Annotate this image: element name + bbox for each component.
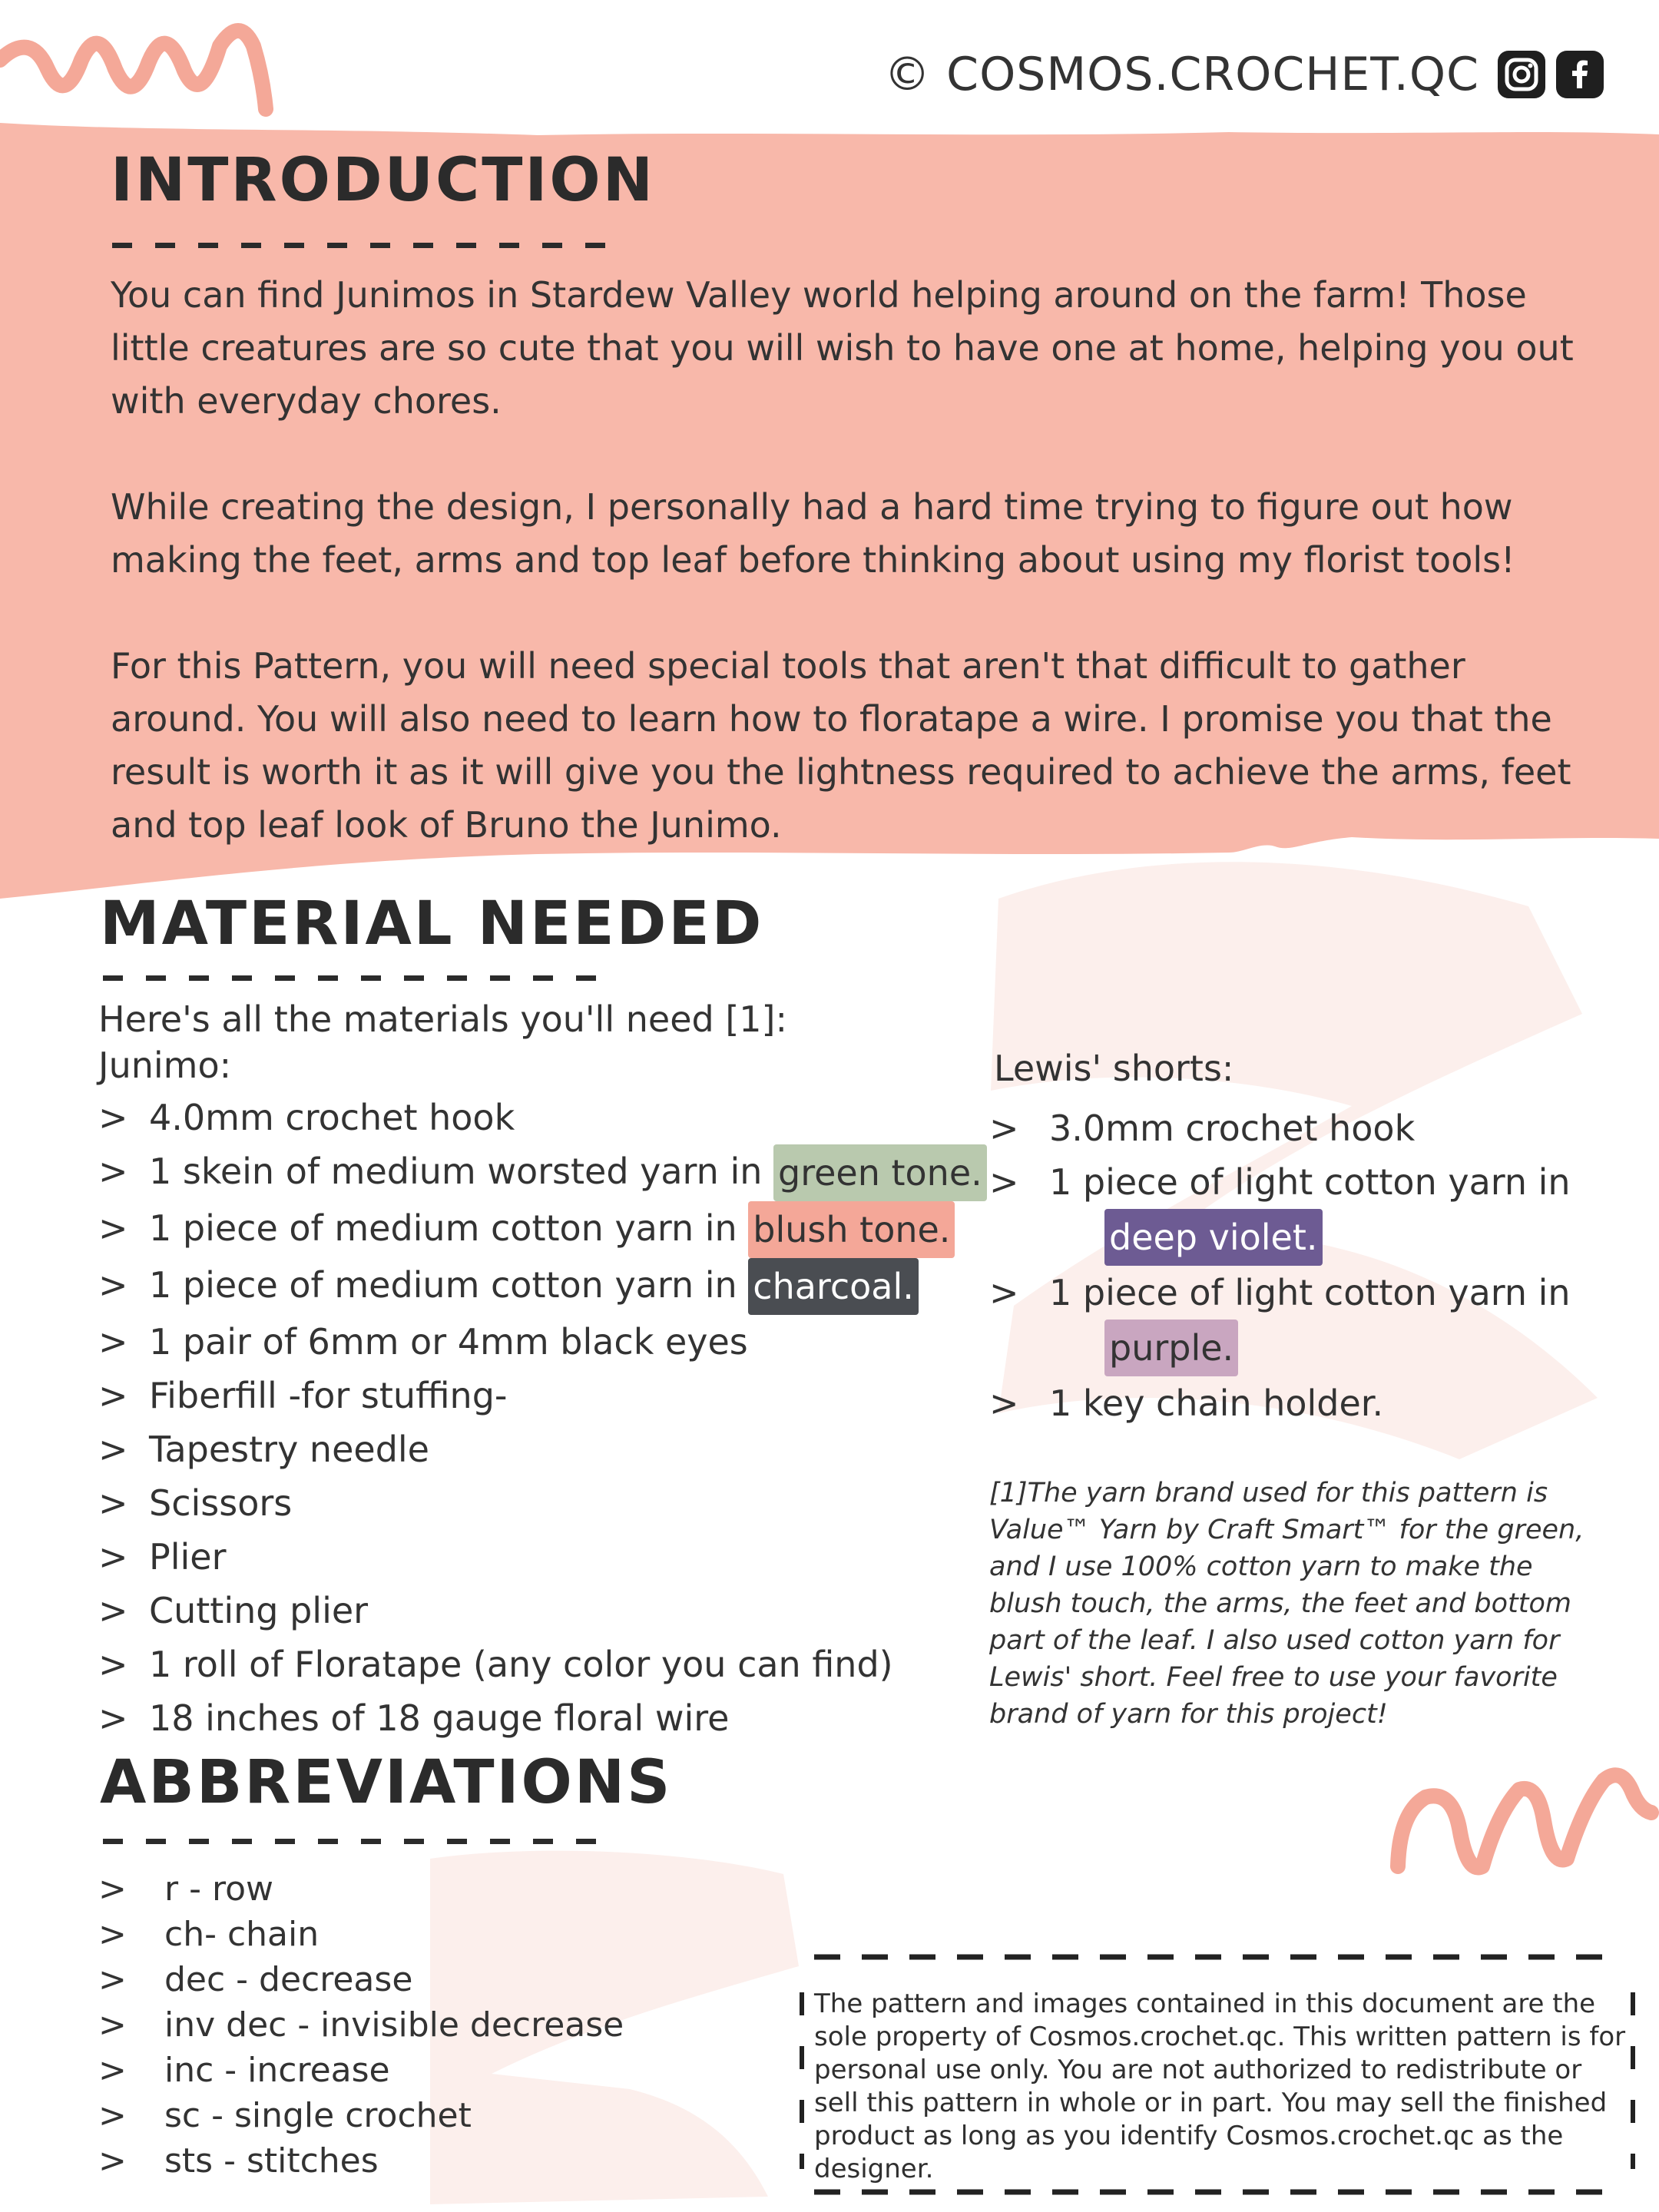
item-text: 18 inches of 18 gauge floral wire	[149, 1697, 730, 1739]
abbreviation-text: r - row	[164, 1869, 273, 1909]
list-item	[98, 1201, 987, 1258]
junimo-materials-list	[98, 1091, 987, 1745]
bullet-arrow: >	[98, 2096, 127, 2135]
abbreviation-text: sc - single crochet	[164, 2096, 472, 2135]
copyright-notice-text: The pattern and images contained in this document are the sole property of Cosmos.crochet.qc. This written pattern is for personal use only. You are not authorized to redistribute or sell this pattern in whole or in part. You may sell the finished product as long as you identify Cosmos.crochet.qc as the designer.	[814, 1988, 1626, 2184]
abbreviations-list	[98, 1866, 624, 2184]
list-item	[98, 1637, 987, 1691]
list-item	[989, 1155, 1571, 1209]
bullet-arrow: >	[98, 2141, 127, 2181]
list-item	[98, 1144, 987, 1201]
bullet-arrow: >	[98, 1960, 127, 1999]
bullet-arrow: >	[98, 1697, 128, 1739]
intro-body	[111, 269, 1585, 852]
list-item-continuation	[989, 1209, 1571, 1266]
intro-paragraph: For this Pattern, you will need special tools that aren't that difficult to gather around. You will also need to learn how to floratape a wire. I promise you that the result is worth it as it will give you the lightness required to achieve the arms, feet and top leaf look of Bruno the Junimo.	[111, 645, 1571, 846]
item-text: Plier	[149, 1536, 227, 1578]
item-text: Scissors	[149, 1482, 293, 1524]
squiggle-bottom-right	[1398, 1775, 1651, 1867]
list-item	[98, 1584, 987, 1637]
intro-paragraph: While creating the design, I personally had a hard time trying to figure out how making the feet, arms and top leaf before thinking about using my florist tools!	[111, 486, 1515, 581]
copyright-notice-box	[799, 1954, 1636, 2198]
materials-heading-underline	[103, 975, 596, 981]
item-text: Fiberfill -for stuffing-	[149, 1375, 508, 1416]
bullet-arrow: >	[98, 1264, 128, 1306]
color-highlight-purple: purple.	[1104, 1320, 1238, 1376]
item-text: 1 piece of medium cotton yarn in	[149, 1264, 737, 1306]
list-item	[98, 2048, 624, 2093]
lewis-materials-list	[989, 1101, 1571, 1430]
list-item	[989, 1376, 1571, 1430]
item-text: Tapestry needle	[149, 1429, 429, 1470]
bullet-arrow: >	[98, 1207, 128, 1249]
lewis-label: Lewis' shorts:	[994, 1048, 1234, 1089]
list-item	[98, 1476, 987, 1530]
abbreviations-heading: ABBREVIATIONS	[100, 1748, 673, 1817]
list-item	[98, 1530, 987, 1584]
junimo-label: Junimo:	[98, 1045, 232, 1086]
bullet-arrow: >	[98, 1869, 127, 1909]
brand-header	[884, 48, 1604, 101]
bullet-arrow: >	[989, 1272, 1019, 1313]
list-item	[98, 1369, 987, 1422]
bullet-arrow: >	[98, 1915, 127, 1954]
abbreviation-text: sts - stitches	[164, 2141, 379, 2181]
list-item	[98, 2002, 624, 2048]
item-text: 1 piece of light cotton yarn in	[1049, 1272, 1571, 1313]
item-text: 3.0mm crochet hook	[1049, 1108, 1416, 1149]
materials-heading: MATERIAL NEEDED	[100, 889, 764, 959]
list-item	[989, 1101, 1571, 1155]
bullet-arrow: >	[98, 1536, 128, 1578]
materials-intro: Here's all the materials you'll need [1]:	[98, 998, 787, 1040]
bullet-arrow: >	[98, 1321, 128, 1363]
list-item	[98, 1315, 987, 1369]
list-item	[989, 1266, 1571, 1320]
list-item	[98, 1091, 987, 1144]
bullet-arrow: >	[98, 1482, 128, 1524]
item-text: 4.0mm crochet hook	[149, 1097, 515, 1138]
bullet-arrow: >	[98, 1151, 128, 1192]
yarn-footnote: [1]The yarn brand used for this pattern is Value™ Yarn by Craft Smart™ for the green, and I use 100% cotton yarn to make the blush touch, the arms, the feet and bottom part of the leaf. I also used cotton yarn for Lewis' short. Feel free to use your favorite brand of yarn for this project!	[989, 1478, 1584, 1730]
intro-heading-underline	[112, 243, 605, 248]
bullet-arrow: >	[98, 1644, 128, 1685]
list-item	[98, 1691, 987, 1745]
item-text: 1 piece of medium cotton yarn in	[149, 1207, 737, 1249]
abbreviation-text: inv dec - invisible decrease	[164, 2005, 624, 2045]
brand-copyright: © COSMOS.CROCHET.QC	[884, 48, 1479, 101]
bullet-arrow: >	[98, 2051, 127, 2090]
instagram-icon[interactable]	[1498, 51, 1545, 98]
bullet-arrow: >	[98, 1590, 128, 1631]
color-highlight-charcoal: charcoal.	[748, 1258, 919, 1315]
abbreviations-heading-underline	[103, 1839, 596, 1844]
abbreviation-text: ch- chain	[164, 1915, 320, 1954]
intro-paragraph: You can find Junimos in Stardew Valley world helping around on the farm! Those little creatures are so cute that you will wish to have one at home, helping you out with everyday chores.	[111, 274, 1574, 422]
bullet-arrow: >	[989, 1161, 1019, 1203]
squiggle-top-left	[0, 31, 266, 109]
bullet-arrow: >	[98, 1429, 128, 1470]
bullet-arrow: >	[989, 1382, 1019, 1424]
item-text: Cutting plier	[149, 1590, 369, 1631]
bullet-arrow: >	[98, 1097, 128, 1138]
color-highlight-green: green tone.	[773, 1144, 987, 1201]
bullet-arrow: >	[98, 1375, 128, 1416]
abbreviation-text: inc - increase	[164, 2051, 390, 2090]
item-text: 1 piece of light cotton yarn in	[1049, 1161, 1571, 1203]
list-item	[98, 1957, 624, 2002]
bullet-arrow: >	[989, 1108, 1019, 1149]
list-item	[98, 1422, 987, 1476]
list-item	[98, 1912, 624, 1957]
color-highlight-blush: blush tone.	[748, 1201, 955, 1258]
bullet-arrow: >	[98, 2005, 127, 2045]
item-text: 1 key chain holder.	[1049, 1382, 1384, 1424]
list-item	[98, 2093, 624, 2138]
list-item	[98, 1866, 624, 1912]
item-text: 1 skein of medium worsted yarn in	[149, 1151, 763, 1192]
item-text: 1 pair of 6mm or 4mm black eyes	[149, 1321, 748, 1363]
facebook-icon[interactable]	[1556, 51, 1604, 98]
intro-heading: INTRODUCTION	[111, 146, 656, 215]
list-item	[98, 2138, 624, 2184]
list-item	[98, 1258, 987, 1315]
list-item-continuation	[989, 1320, 1571, 1376]
color-highlight-deep-violet: deep violet.	[1104, 1209, 1323, 1266]
item-text: 1 roll of Floratape (any color you can find)	[149, 1644, 893, 1685]
abbreviation-text: dec - decrease	[164, 1960, 413, 1999]
